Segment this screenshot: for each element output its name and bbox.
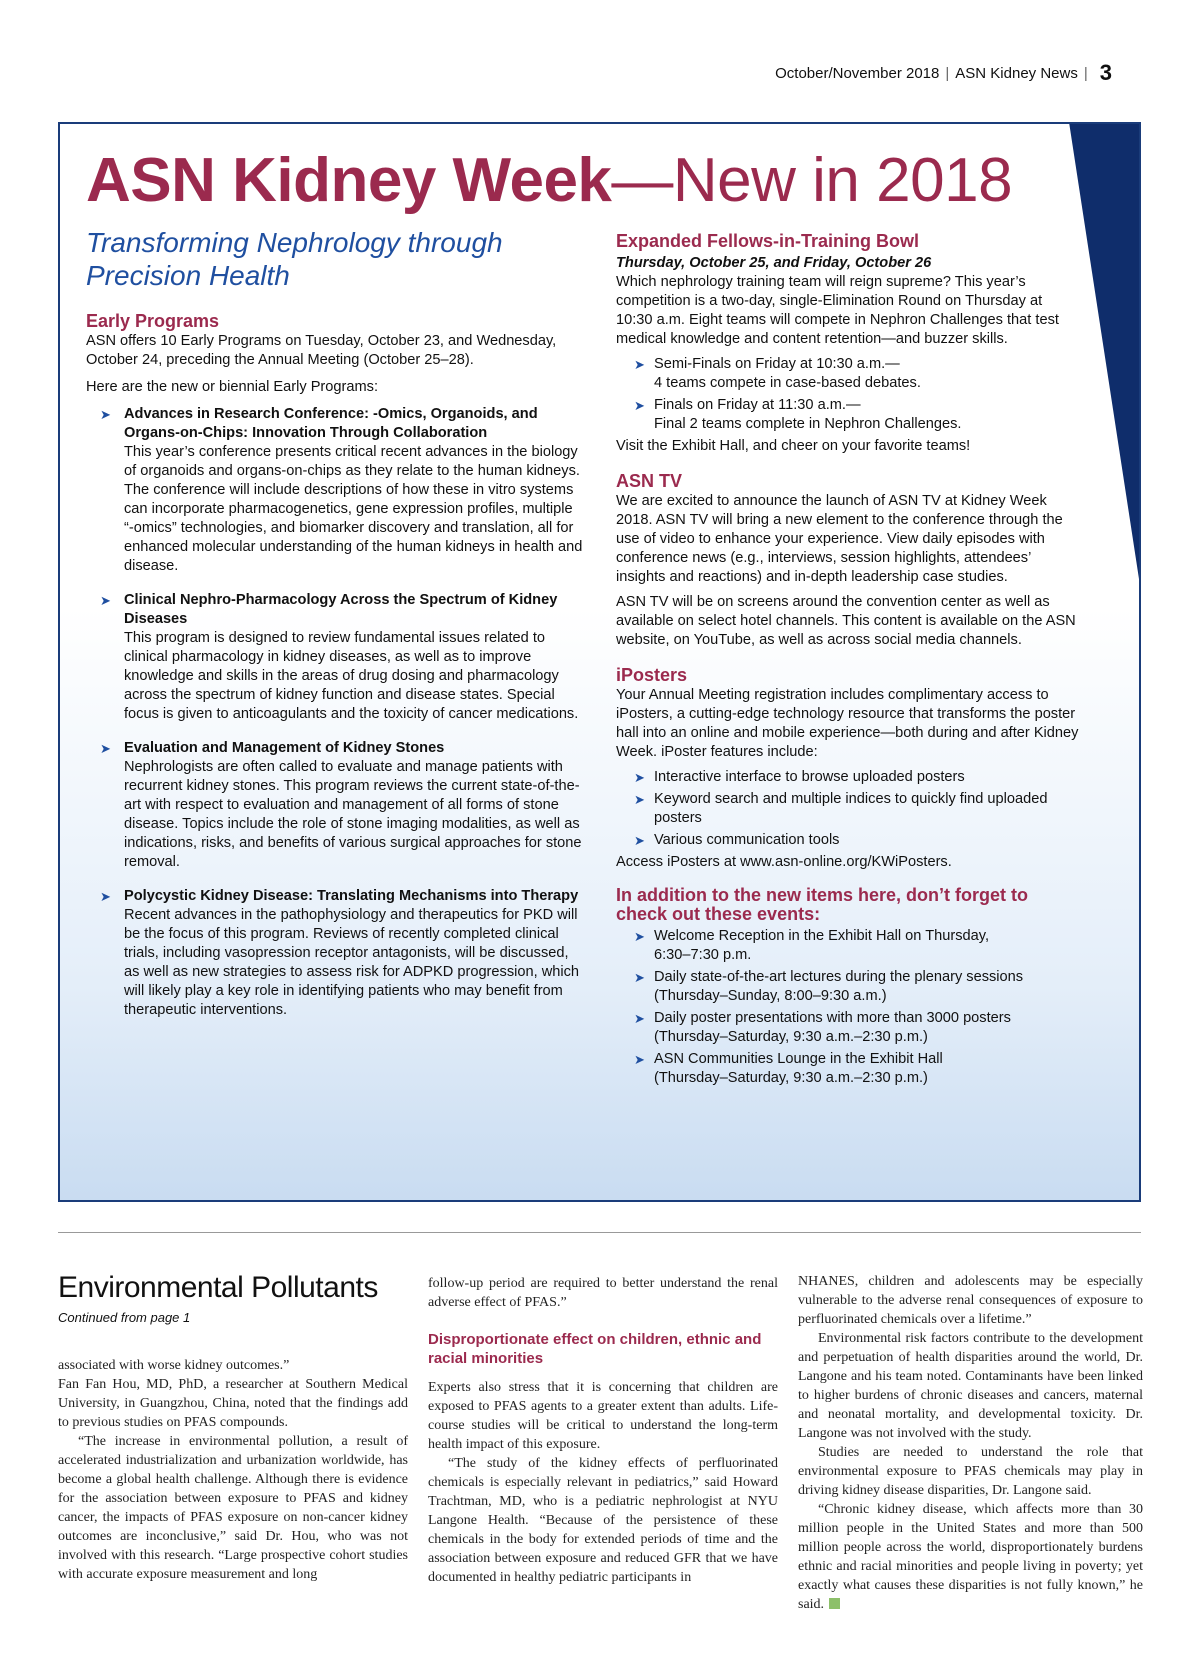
- fellows-section: [616, 230, 1081, 456]
- page-number: 3: [1099, 60, 1112, 85]
- fellows-text: Which nephrology training team will reign supreme? This year’s competition is a two-day, single-Elimination Round on Thursday at 10:30 a.m. Eight teams will compete in Nephron Challenges that test medical knowledge and content retention—and buzzer skills.: [616, 274, 1059, 347]
- bullet-line: 4 teams compete in case-based debates.: [654, 375, 921, 391]
- bullet-line: Finals on Friday at 11:30 a.m.—: [654, 397, 861, 413]
- arrow-bullet-icon: ➤: [634, 357, 645, 372]
- bullet-line: Semi-Finals on Friday at 10:30 a.m.—: [654, 356, 900, 372]
- program-title: Polycystic Kidney Disease: Translating Mechanisms into Therapy: [124, 888, 579, 904]
- events-bullet: [616, 927, 1081, 965]
- section-divider: [58, 1232, 1141, 1233]
- bullet-line: Daily poster presentations with more than 3000 posters: [654, 1010, 1011, 1026]
- arrow-bullet-icon: ➤: [634, 833, 645, 848]
- article-title: Environmental Pollutants: [58, 1271, 378, 1304]
- subtitle-line: Precision Health: [86, 260, 290, 291]
- article-paragraph: [798, 1500, 1143, 1614]
- feature-title: [86, 146, 1012, 216]
- feature-right-column: [616, 226, 1081, 1091]
- page-header: [775, 60, 1112, 86]
- program-text: This year’s conference presents critical recent advances in the biology of organoids and organs-on-chips as they relate to the human kidneys. The conference will include descriptions of how these in vitro systems can incorporate pharmacogenetics, gene expression profiles, multiple “-omics” technologies, and biomarker discovery and translation, all for enhanced molecular understanding of the human kidneys in health and disease.: [124, 444, 583, 574]
- iposters-heading: iPosters: [616, 665, 688, 685]
- events-bullet: [616, 1009, 1081, 1047]
- arrow-bullet-icon: ➤: [634, 398, 645, 413]
- article-paragraph: Experts also stress that it is concerning that children are exposed to PFAS agents to a greater extent than adults. Life-course studies will be critical to understand the long-term health impact of this exposure.: [428, 1380, 778, 1452]
- early-programs-text: ASN offers 10 Early Programs on Tuesday, October 23, and Wednesday, October 24, preceding the Annual Meeting (October 25–28).: [86, 333, 557, 368]
- arrow-bullet-icon: ➤: [100, 407, 111, 422]
- bullet-line: Final 2 teams complete in Nephron Challenges.: [654, 416, 962, 432]
- fellows-bullet: [616, 396, 1081, 434]
- fellows-bullet: [616, 355, 1081, 393]
- asntv-section: [616, 470, 1081, 650]
- article-column-3: [798, 1272, 1143, 1614]
- program-item: [86, 739, 586, 872]
- publication-name: ASN Kidney News: [955, 64, 1078, 82]
- article-paragraph: Fan Fan Hou, MD, PhD, a researcher at Southern Medical University, in Guangzhou, China, noted that the findings add to previous studies on PFAS compounds.: [58, 1377, 408, 1430]
- subtitle-line: Transforming Nephrology through: [86, 227, 503, 258]
- arrow-bullet-icon: ➤: [634, 770, 645, 785]
- article-column-1: [58, 1356, 408, 1584]
- early-programs-heading: Early Programs: [86, 311, 220, 331]
- bullet-line: ASN Communities Lounge in the Exhibit Hall: [654, 1051, 943, 1067]
- iposters-bullet: [616, 768, 1081, 787]
- article-subheading: Disproportionate effect on children, ethnic and racial minorities: [428, 1331, 762, 1367]
- arrow-bullet-icon: ➤: [634, 1011, 645, 1026]
- title-dash: —: [611, 146, 673, 215]
- arrow-bullet-icon: ➤: [634, 970, 645, 985]
- header-separator: |: [945, 64, 950, 82]
- bullet-line: Welcome Reception in the Exhibit Hall on Thursday,: [654, 928, 990, 944]
- article-column-2: [428, 1274, 778, 1587]
- bullet-line: (Thursday–Saturday, 9:30 a.m.–2:30 p.m.): [654, 1029, 928, 1045]
- bullet-line: (Thursday–Saturday, 9:30 a.m.–2:30 p.m.): [654, 1070, 928, 1086]
- program-item: [86, 591, 586, 724]
- bullet-line: (Thursday–Sunday, 8:00–9:30 a.m.): [654, 988, 887, 1004]
- early-programs-intro: Here are the new or biennial Early Programs:: [86, 379, 379, 395]
- asntv-heading: ASN TV: [616, 471, 683, 491]
- events-bullet: [616, 968, 1081, 1006]
- article-paragraph: NHANES, children and adolescents may be especially vulnerable to the adverse renal consequences of exposure to perfluorinated chemicals over a lifetime.”: [798, 1274, 1143, 1327]
- issue-date: October/November 2018: [775, 64, 940, 82]
- program-item: [86, 405, 586, 576]
- iposters-bullet: [616, 790, 1081, 828]
- program-title: Clinical Nephro-Pharmacology Across the Spectrum of Kidney Diseases: [124, 592, 558, 627]
- article-paragraph: Studies are needed to understand the role that environmental exposure to PFAS chemicals may play in driving kidney disease disparities, Dr. Langone said.: [798, 1445, 1143, 1498]
- iposters-access: Access iPosters at www.asn-online.org/KWiPosters.: [616, 854, 952, 870]
- events-section: [616, 886, 1081, 1088]
- program-item: [86, 887, 586, 1020]
- arrow-bullet-icon: ➤: [100, 741, 111, 756]
- arrow-bullet-icon: ➤: [100, 889, 111, 904]
- iposters-section: [616, 664, 1081, 872]
- article-paragraph: follow-up period are required to better understand the renal adverse effect of PFAS.”: [428, 1276, 778, 1310]
- article-paragraph: Environmental risk factors contribute to the development and perpetuation of health disparities around the world, Dr. Langone and his team noted. Contaminants have been linked to higher burdens of chronic diseases and cancers, maternal and neonatal mortality, and developmental toxicity. Dr. Langone was not involved with the study.: [798, 1331, 1143, 1441]
- feature-left-column: [86, 226, 586, 1035]
- bullet-line: Daily state-of-the-art lectures during the plenary sessions: [654, 969, 1024, 985]
- bullet-line: Keyword search and multiple indices to quickly find uploaded posters: [654, 791, 1048, 826]
- article-final-text: “Chronic kidney disease, which affects more than 30 million people in the United States and more than 500 million people across the world, disproportionately burdens ethnic and racial minorities and people living in poverty; yet exactly what causes these disparities is not fully known,” he said.: [798, 1502, 1143, 1612]
- feature-subtitle: [86, 226, 586, 292]
- iposters-bullet: [616, 831, 1081, 850]
- arrow-bullet-icon: ➤: [634, 792, 645, 807]
- program-title: Advances in Research Conference: -Omics, Organoids, and Organs-on-Chips: Innovation Through Collaboration: [124, 406, 538, 441]
- program-title: Evaluation and Management of Kidney Stones: [124, 740, 445, 756]
- bullet-line: Interactive interface to browse uploaded posters: [654, 769, 965, 785]
- program-text: This program is designed to review fundamental issues related to clinical pharmacology in kidney diseases, as well as to improve knowledge and skills in the areas of drug dosing and pharmacology across the spectrum of kidney function and disease states. Special focus is given to anticoagulants and the toxicity of cancer medications.: [124, 630, 579, 722]
- article-paragraph: “The increase in environmental pollution, a result of accelerated industrialization and urbanization worldwide, has become a global health challenge. Although there is evidence for the association between exposure to PFAS and kidney cancer, the impacts of PFAS exposure on non-cancer kidney outcomes are inconclusive,” said Dr. Hou, who was not involved with this research. “Large prospective cohort studies with accurate exposure measurement and long: [58, 1434, 408, 1582]
- arrow-bullet-icon: ➤: [100, 593, 111, 608]
- bullet-line: 6:30–7:30 p.m.: [654, 947, 752, 963]
- fellows-closing: Visit the Exhibit Hall, and cheer on your favorite teams!: [616, 438, 971, 454]
- arrow-bullet-icon: ➤: [634, 1052, 645, 1067]
- program-text: Recent advances in the pathophysiology and therapeutics for PKD will be the focus of this program. Reviews of recently completed clinical trials, including vasopression receptor antagonists, will be discussed, as well as new strategies to assess risk for ADPKD progression, which will likely play a key role in identifying patients who may benefit from therapeutic interventions.: [124, 907, 580, 1018]
- program-text: Nephrologists are often called to evaluate and manage patients with recurrent kidney stones. This program reviews the current state-of-the-art with respect to evaluation and management of all forms of stone disease. Topics include the role of stone imaging modalities, as well as indications, risks, and benefits of various surgical approaches for stone removal.: [124, 759, 582, 870]
- article-paragraph: “The study of the kidney effects of perfluorinated chemicals is especially relevant in pediatrics,” said Howard Trachtman, MD, who is a pediatric nephrologist at NYU Langone Health. “Because of the persistence of these chemicals in the body for extended periods of time and the association between exposure and reduced GFR that we have documented in healthy pediatric participants in: [428, 1456, 778, 1585]
- asntv-paragraph: We are excited to announce the launch of ASN TV at Kidney Week 2018. ASN TV will bring a new element to the conference through the use of video to enhance your experience. View daily episodes with conference news (e.g., interviews, session highlights, attendees’ insights and reactions) and in-depth leadership case studies.: [616, 493, 1063, 585]
- title-light: New in 2018: [672, 146, 1013, 215]
- article-paragraph: associated with worse kidney outcomes.”: [58, 1358, 290, 1373]
- header-separator: |: [1083, 64, 1088, 82]
- continued-from-note: Continued from page 1: [58, 1310, 191, 1325]
- end-mark-icon: [829, 1598, 840, 1609]
- iposters-text: Your Annual Meeting registration includes complimentary access to iPosters, a cutting-edge technology resource that transforms the poster hall into an online and mobile experience—both during and after Kidney Week. iPoster features include:: [616, 687, 1079, 760]
- events-heading: In addition to the new items here, don’t forget to check out these events:: [616, 885, 1028, 924]
- asntv-paragraph: ASN TV will be on screens around the convention center as well as available on select hotel channels. This content is available on the ASN website, on YouTube, as well as across social media channels.: [616, 594, 1076, 648]
- fellows-heading: Expanded Fellows-in-Training Bowl: [616, 231, 920, 251]
- arrow-bullet-icon: ➤: [634, 929, 645, 944]
- events-bullet: [616, 1050, 1081, 1088]
- bullet-line: Various communication tools: [654, 832, 840, 848]
- title-bold: ASN Kidney Week: [86, 146, 612, 215]
- fellows-dates: Thursday, October 25, and Friday, October 26: [616, 255, 932, 271]
- feature-box: [58, 122, 1141, 1202]
